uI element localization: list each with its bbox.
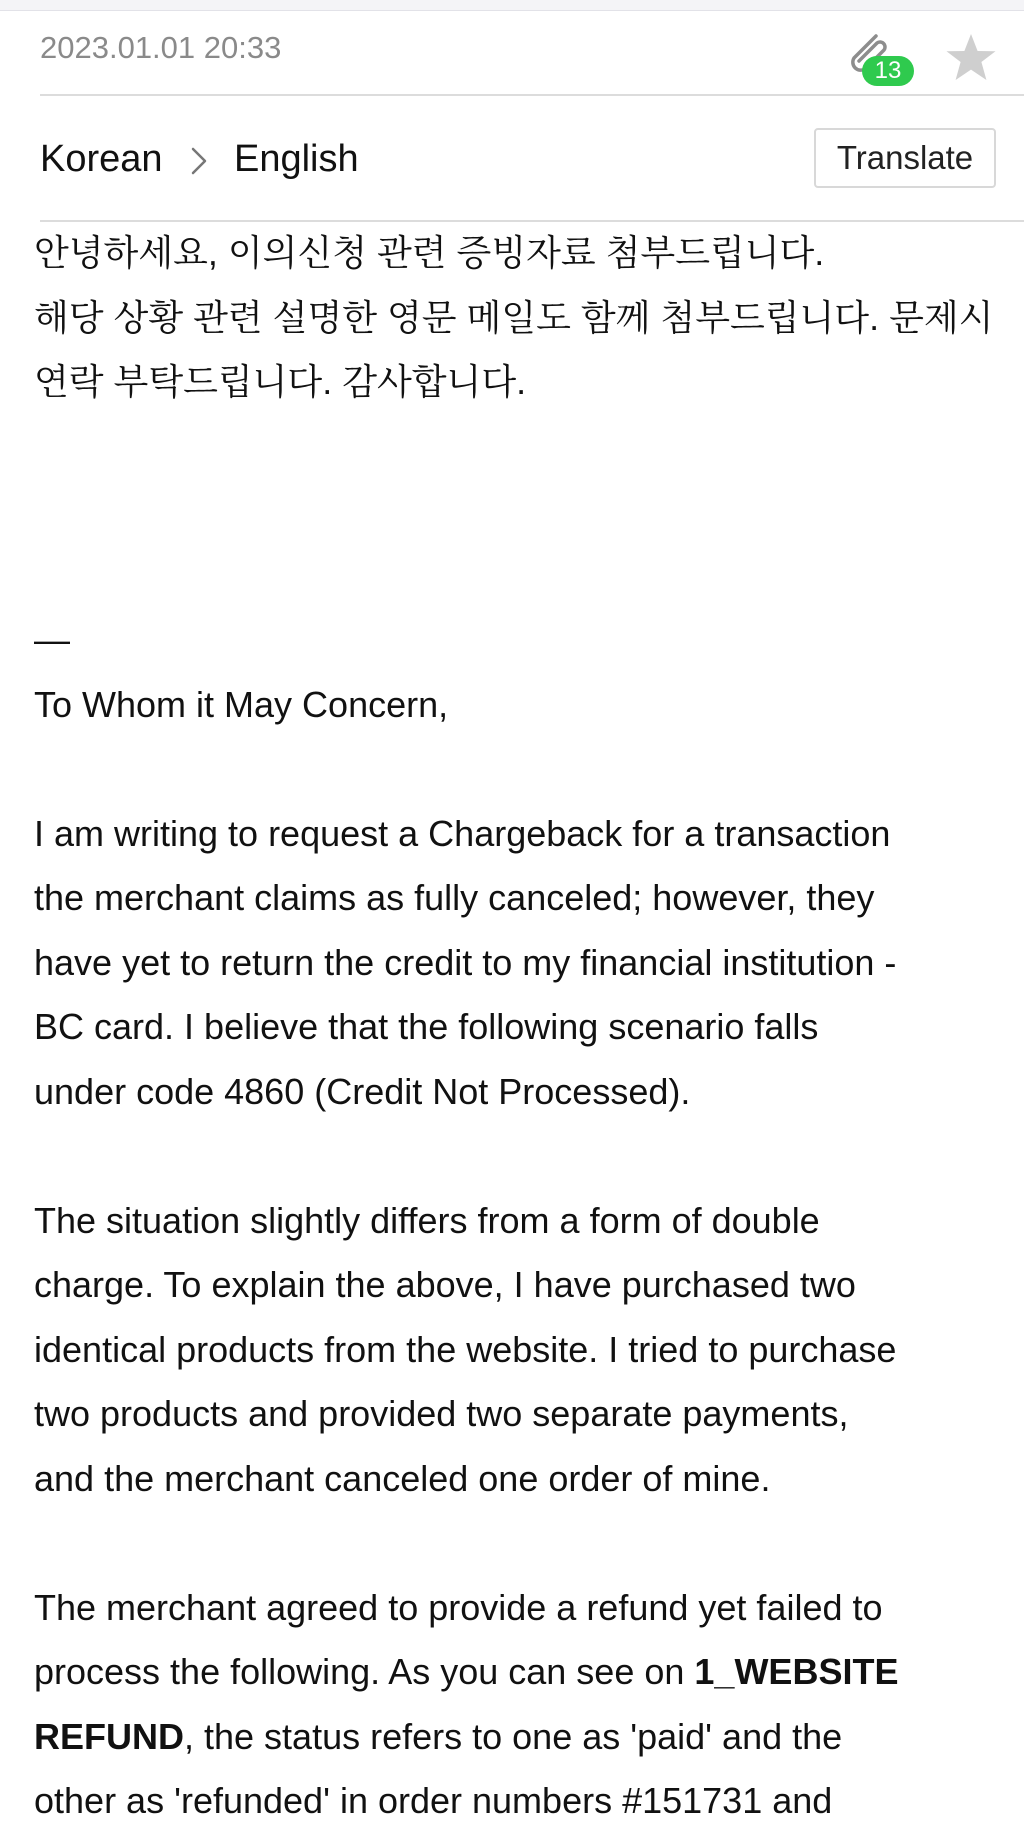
korean-line: 해당 상황 관련 설명한 영문 메일도 함께 첨부드립니다. 문제시 — [34, 296, 994, 338]
separator-line: — — [34, 619, 70, 660]
greeting: To Whom it May Concern, — [34, 683, 449, 725]
attachment-count-badge: 13 — [862, 56, 914, 86]
paragraph-line: BC card. I believe that the following scenario falls — [34, 1006, 819, 1047]
star-icon[interactable] — [944, 32, 998, 84]
paragraph-line: under code 4860 (Credit Not Processed). — [34, 1070, 691, 1112]
paragraph-line: and the merchant canceled one order of mine. — [34, 1457, 771, 1499]
korean-line: 안녕하세요, 이의신청 관련 증빙자료 첨부드립니다. — [34, 232, 825, 273]
paragraph-line: have yet to return the credit to my financial institution - — [34, 941, 897, 983]
paragraph-line: The merchant agreed to provide a refund yet failed to — [34, 1586, 883, 1628]
paragraph-line: the merchant claims as fully canceled; however, they — [34, 877, 875, 918]
paragraph-line: I am writing to request a Chargeback for a transaction — [34, 812, 891, 854]
paragraph-line — [34, 1640, 994, 1705]
chevron-right-icon — [190, 146, 208, 176]
paragraph-line: The situation slightly differs from a form of double — [34, 1199, 820, 1241]
message-datetime: 2023.01.01 20:33 — [40, 30, 282, 65]
attachments-button[interactable] — [840, 26, 920, 90]
message-body — [34, 221, 994, 1834]
paragraph-text: , the status refers to one as 'paid' and the — [184, 1715, 843, 1757]
bold-reference: 1_WEBSITE — [694, 1651, 899, 1692]
bold-reference: REFUND — [34, 1715, 184, 1757]
paragraph-line: other as 'refunded' in order numbers #151731 and — [34, 1780, 833, 1821]
translate-button[interactable]: Translate — [814, 128, 996, 188]
target-language[interactable]: English — [234, 138, 359, 180]
korean-line: 연락 부탁드립니다. 감사합니다. — [34, 361, 527, 402]
paragraph-line: identical products from the website. I tried to purchase — [34, 1328, 897, 1370]
paragraph-line: charge. To explain the above, I have purchased two — [34, 1264, 856, 1305]
paragraph-line: two products and provided two separate payments, — [34, 1393, 849, 1434]
source-language[interactable]: Korean — [40, 138, 163, 180]
translation-bar — [0, 96, 1024, 220]
paragraph-text: process the following. As you can see on — [34, 1651, 695, 1692]
paragraph-line — [34, 1705, 994, 1770]
message-meta-row — [0, 10, 1024, 95]
